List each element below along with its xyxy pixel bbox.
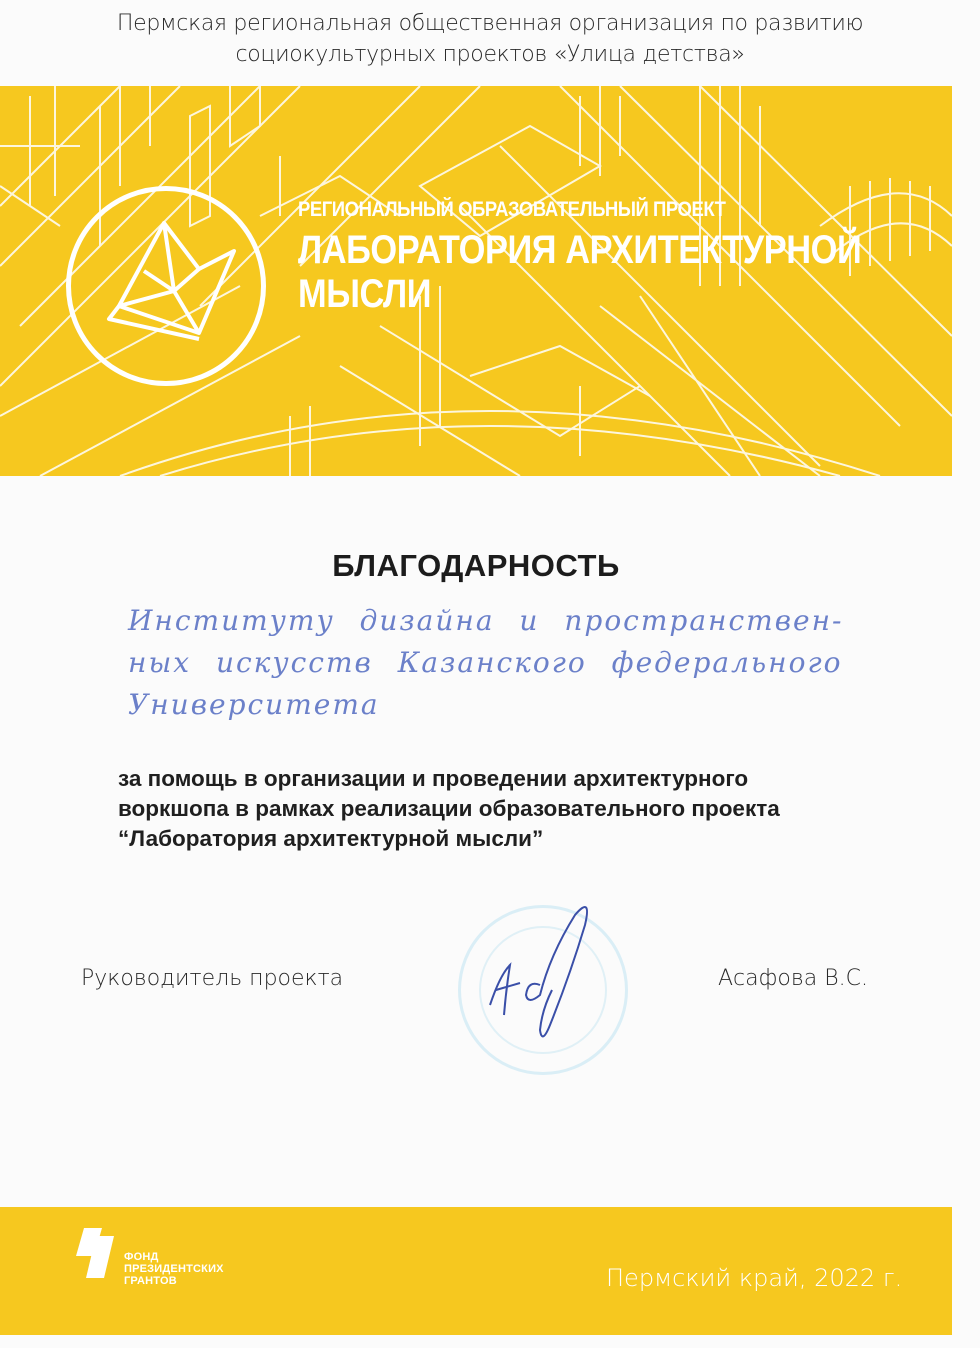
organization-line-1: Пермская региональная общественная организация по развитию bbox=[116, 11, 864, 36]
recipient-line-2: ных искусств Казанского федерального bbox=[128, 646, 843, 679]
banner-title-line-1: ЛАБОРАТОРИЯ АРХИТЕКТУРНОЙ bbox=[298, 228, 862, 272]
organization-header bbox=[0, 8, 980, 70]
gratitude-reason bbox=[118, 764, 918, 854]
fund-line-1: ФОНД bbox=[124, 1251, 159, 1263]
organization-line-2: социокультурных проектов «Улица детства» bbox=[235, 42, 745, 67]
reason-line-3: “Лаборатория архитектурной мысли” bbox=[118, 826, 544, 851]
signatory-name: Асафова В.С. bbox=[718, 966, 869, 991]
signatory-role: Руководитель проекта bbox=[81, 966, 344, 991]
project-logo bbox=[66, 186, 266, 386]
reason-line-2: воркшопа в рамках реализации образовательного проекта bbox=[118, 796, 780, 821]
banner-subtitle: РЕГИОНАЛЬНЫЙ ОБРАЗОВАТЕЛЬНЫЙ ПРОЕКТ bbox=[298, 198, 726, 221]
signature-icon bbox=[480, 895, 600, 1055]
place-date: Пермский край, 2022 г. bbox=[606, 1264, 903, 1292]
paper-boat-icon bbox=[89, 211, 249, 361]
fund-line-2: ПРЕЗИДЕНТСКИХ bbox=[124, 1263, 224, 1275]
fund-line-3: ГРАНТОВ bbox=[124, 1275, 177, 1287]
recipient-line-1: Институту дизайна и пространствен- bbox=[128, 604, 844, 637]
banner-title bbox=[298, 228, 861, 316]
recipient-line-3: Университета bbox=[128, 688, 380, 721]
banner-title-line-2: МЫСЛИ bbox=[298, 272, 432, 316]
project-banner bbox=[0, 86, 952, 476]
document-heading: БЛАГОДАРНОСТЬ bbox=[332, 548, 620, 583]
fund-name bbox=[124, 1251, 224, 1287]
presidential-grants-fund-logo-icon bbox=[74, 1226, 122, 1282]
recipient-handwritten bbox=[128, 600, 918, 726]
reason-line-1: за помощь в организации и проведении архитектурного bbox=[118, 766, 749, 791]
